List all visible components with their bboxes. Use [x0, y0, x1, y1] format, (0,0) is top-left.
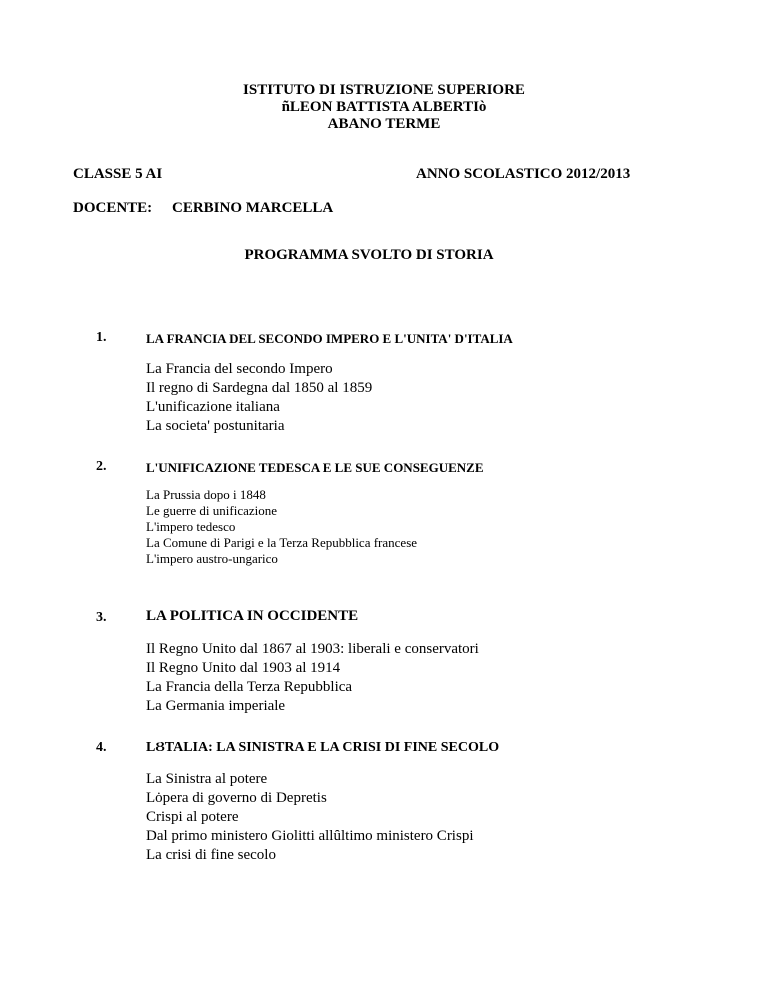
list-item: Le guerre di unificazione: [146, 503, 278, 518]
school-subtitle: ñLEON BATTISTA ALBERTIò: [281, 99, 487, 115]
list-item: Crispi al potere: [146, 809, 239, 825]
school-year: ANNO SCOLASTICO 2012/2013: [416, 166, 631, 182]
section-title: LA FRANCIA DEL SECONDO IMPERO E L'UNITA' D'ITALIA: [146, 331, 513, 346]
list-item: Lȯpera di governo di Depretis: [146, 790, 327, 806]
list-item: Dal primo ministero Giolitti allȗltimo ministero Crispi: [146, 828, 474, 844]
section-number: 1.: [96, 330, 107, 345]
section-items: [146, 640, 479, 716]
list-item: L'impero austro-ungarico: [146, 551, 278, 566]
section-items: [146, 360, 372, 436]
list-item: L'impero tedesco: [146, 519, 236, 534]
school-name: ISTITUTO DI ISTRUZIONE SUPERIORE: [243, 82, 525, 98]
list-item: La Francia della Terza Repubblica: [146, 679, 353, 695]
teacher-name: CERBINO MARCELLA: [172, 200, 334, 216]
list-item: La Comune di Parigi e la Terza Repubblica francese: [146, 535, 418, 550]
list-item: La crisi di fine secolo: [146, 847, 276, 863]
list-item: L'unificazione italiana: [146, 399, 280, 415]
list-item: Il Regno Unito dal 1903 al 1914: [146, 660, 341, 676]
section-title: LA POLITICA IN OCCIDENTE: [146, 608, 359, 624]
teacher-label: DOCENTE:: [73, 200, 153, 216]
list-item: La Francia del secondo Impero: [146, 361, 333, 377]
list-item: La societa' postunitaria: [146, 418, 285, 434]
section-items: [146, 487, 417, 567]
section-number: 4.: [96, 740, 107, 755]
class-label: CLASSE 5 AI: [73, 166, 163, 182]
list-item: La Prussia dopo i 1848: [146, 487, 266, 502]
section-items: [146, 770, 473, 865]
section-number: 2.: [96, 459, 107, 474]
list-item: Il Regno Unito dal 1867 al 1903: liberali e conservatori: [146, 641, 479, 657]
list-item: La Sinistra al potere: [146, 771, 268, 787]
section-number: 3.: [96, 610, 107, 625]
section-title: LȢTALIA: LA SINISTRA E LA CRISI DI FINE SECOLO: [146, 740, 500, 755]
list-item: La Germania imperiale: [146, 698, 286, 714]
school-location: ABANO TERME: [327, 116, 441, 132]
program-title: PROGRAMMA SVOLTO DI STORIA: [244, 247, 494, 263]
section-title: L'UNIFICAZIONE TEDESCA E LE SUE CONSEGUENZE: [146, 460, 484, 475]
list-item: Il regno di Sardegna dal 1850 al 1859: [146, 380, 373, 396]
